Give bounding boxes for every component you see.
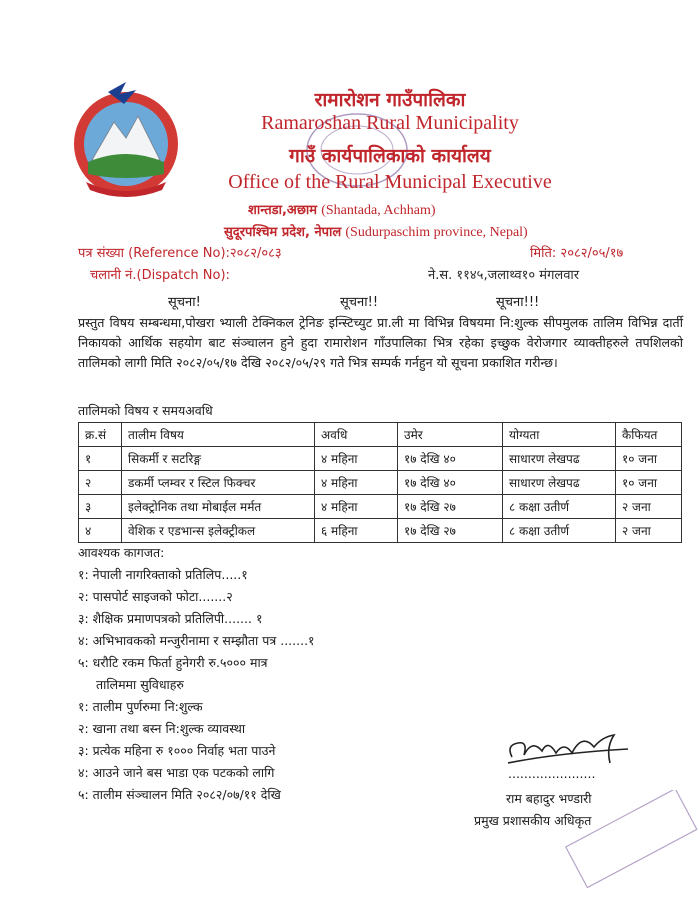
col-sn: क्र.सं [79,423,122,447]
facilities-title: तालिममा सुविधाहरु [96,677,184,692]
col-age: उमेर [398,423,503,447]
col-qualification: योग्यता [503,423,616,447]
cell-remarks: १० जना [616,471,682,495]
dispatch-no: चलानी नं.(Dispatch No): [90,268,230,283]
cell-sn: १ [79,447,122,471]
training-table [78,422,682,543]
cell-duration: ६ महिना [315,519,398,543]
table-row [79,471,682,495]
doc-item: ३: शैक्षिक प्रमाणपत्रको प्रतिलिपी....... १ [78,611,263,626]
notice-heading-2: सूचना!! [340,295,379,310]
notice-body: प्रस्तुत विषय सम्बन्धमा,पोखरा भ्याली टेक्निकल ट्रेनिङ इन्स्टिच्युट प्रा.ली मा विभिन्न विषयमा नि:शुल्क सीपमुलक तालिम विभिन्न दार्ती निकायको आर्थिक सहयोग बाट संञ्चालन हुने हुदा रामारोशन गाँउपालिका भित्र रहेका इच्छुक वेरोजगार व्याक्तीहरुले तपशिलको तालिमको लागी मिति २०८२/०५/१७ देखि २०८२/०५/२९ गते भित्र सम्पर्क गर्नहुन यो सूचना प्रकाशित गरीन्छ। [78,315,683,370]
cell-remarks: २ जना [616,495,682,519]
reference-no: पत्र संख्या (Reference No):२०८२/०८३ [78,246,282,261]
col-duration: अवधि [315,423,398,447]
officer-seal [560,790,699,890]
org-name-np: रामारोशन गाउँपालिका [314,89,466,111]
cell-subject: वेशिक र एडभान्स इलेक्ट्रीकल [122,519,315,543]
table-row [79,447,682,471]
doc-item: ४: अभिभावकको मन्जुरीनामा र सम्झौता पत्र .......१ [78,633,315,648]
facility-item: १: तालीम पुर्णरुमा नि:शुल्क [78,699,203,714]
nepal-sambat-date: ने.स. ११४५,जलाथ्व१० मंगलवार [428,268,580,283]
place-line [248,200,436,219]
cell-subject: डकर्मी प्लम्वर र स्टिल फिक्चर [122,471,315,495]
doc-item: २: पासपोर्ट साइजको फोटा.......२ [78,589,233,604]
facility-item: ३: प्रत्येक महिना रु १००० निर्वाह भता पाउने [78,743,276,758]
cell-subject: सिकर्मी र सटरिङ्ग [122,447,315,471]
place-np: शान्तडा,अछाम [248,203,318,218]
cell-qualification: साधारण लेखपढ [503,447,616,471]
cell-age: १७ देखि ४० [398,471,503,495]
table-row [79,519,682,543]
office-name-np: गाउँ कार्यपालिकाको कार्यालय [289,145,491,167]
signatory-name: राम बहादुर भण्डारी [506,791,592,806]
facility-item: २: खाना तथा बस्न नि:शुल्क व्यावस्था [78,721,246,736]
cell-age: १७ देखि ४० [398,447,503,471]
cell-remarks: २ जना [616,519,682,543]
cell-qualification: ८ कक्षा उतीर्ण [503,495,616,519]
facility-item: ४: आउने जाने बस भाडा एक पटकको लागि [78,765,275,780]
cell-sn: २ [79,471,122,495]
table-title: तालिमको विषय र समयअवधि [78,403,213,418]
doc-item: ५: धरौटि रकम फिर्ता हुनेगरी रु.५००० मात्र [78,655,268,670]
cell-duration: ४ महिना [315,495,398,519]
notice-heading-1: सूचना! [168,295,201,310]
org-name-en: Ramaroshan Rural Municipality [261,112,519,134]
col-subject: तालीम विषय [122,423,315,447]
cell-duration: ४ महिना [315,447,398,471]
table-header-row [79,423,682,447]
cell-duration: ४ महिना [315,471,398,495]
col-remarks: कैफियत [616,423,682,447]
cell-age: १७ देखि २७ [398,495,503,519]
cell-age: १७ देखि २७ [398,519,503,543]
municipality-emblem [66,82,186,200]
signature-dots: ...................... [508,766,596,781]
cell-qualification: साधारण लेखपढ [503,471,616,495]
notice-heading-3: सूचना!!! [496,295,540,310]
province-line [224,222,528,241]
cell-sn: ३ [79,495,122,519]
office-name-en: Office of the Rural Municipal Executive [228,171,552,193]
cell-sn: ४ [79,519,122,543]
date: मिति: २०८२/०५/१७ [530,246,624,261]
province-en: (Sudurpaschim province, Nepal) [345,225,528,240]
table-row [79,495,682,519]
docs-title: आवश्यक कागजत: [78,545,165,560]
facility-item: ५: तालीम संञ्चालन मिति २०८२/०७/११ देखि [78,787,281,802]
doc-item: १: नेपाली नागरिक्ताको प्रतिलिप.....१ [78,567,248,582]
cell-remarks: १० जना [616,447,682,471]
cell-qualification: ८ कक्षा उतीर्ण [503,519,616,543]
signatory-title: प्रमुख प्रशासकीय अधिकृत [474,813,592,828]
place-en: (Shantada, Achham) [321,203,436,218]
province-np: सुदूरपश्चिम प्रदेश, नेपाल [224,225,342,240]
cell-subject: इलेक्ट्रोनिक तथा मोबाईल मर्मत [122,495,315,519]
